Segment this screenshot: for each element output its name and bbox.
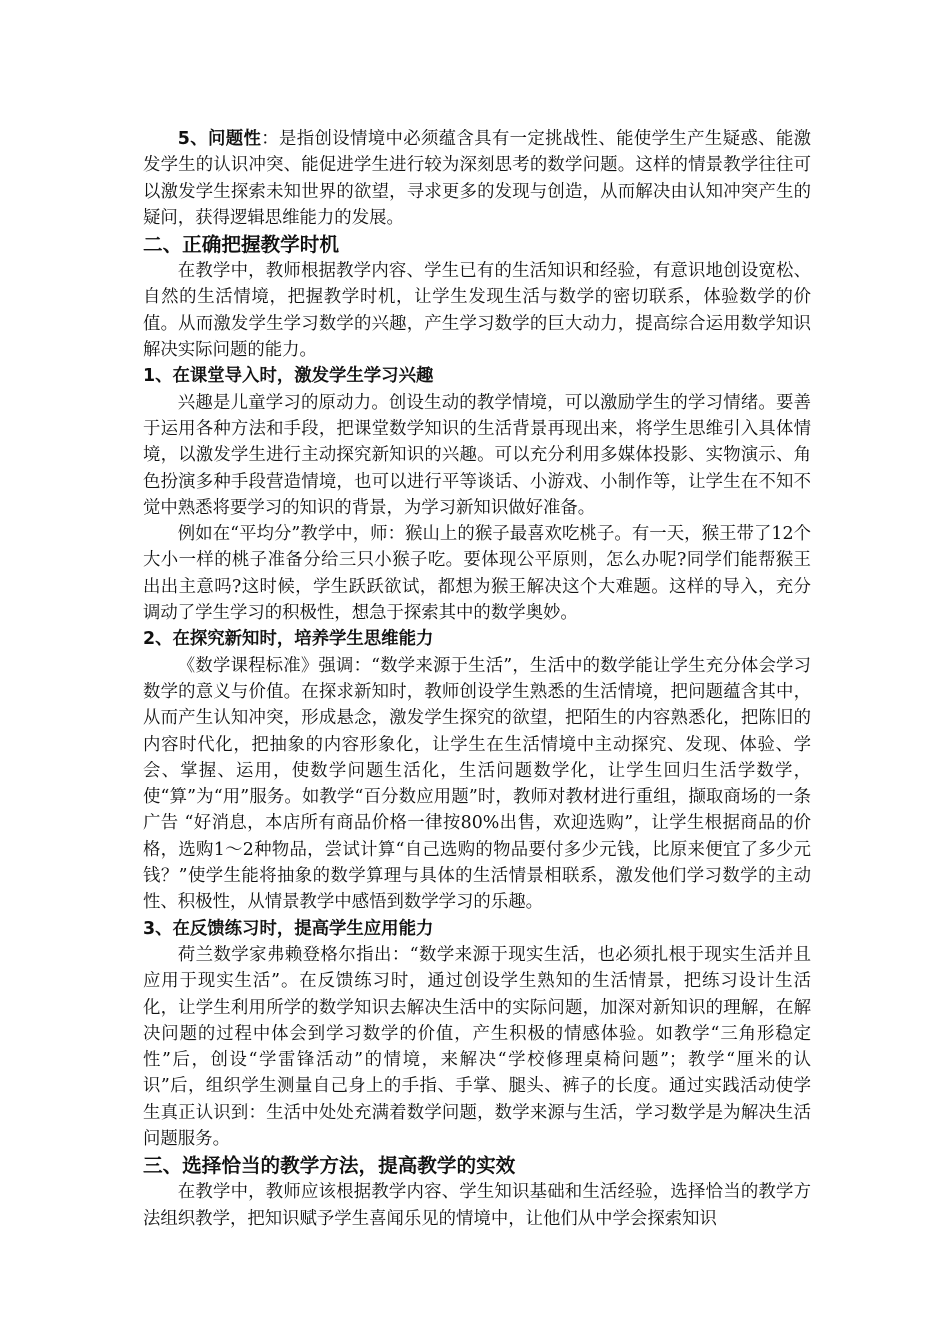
paragraph-text: ：是指创设情境中必须蕴含具有一定挑战性、能使学生产生疑惑、能激发学生的认识冲突、能促进学生进行较为深刻思考的数学问题。这样的情景教学往往可以激发学生探索未知世界的欲望，寻求更多的发现与创造，从而解决由认知冲突产生的疑问，获得逻辑思维能力的发展。 — [143, 129, 811, 228]
section-heading-3: 三、选择恰当的教学方法，提高教学的实效 — [143, 1154, 516, 1178]
section-heading-2: 二、正确把握教学时机 — [143, 233, 339, 257]
document-page — [143, 126, 811, 1232]
paragraph-curriculum-standard: 《数学课程标准》强调：“数学来源于生活”，生活中的数学能让学生充分体会学习数学的意义与价值。在探求新知时，教师创设学生熟悉的生活情境，把问题蕴含其中，从而产生认知冲突，形成悬念，激发学生探究的欲望，把陌生的内容熟悉化，把陈旧的内容时代化，把抽象的内容形象化，让学生在生活情境中主动探究、发现、体验、学会、掌握、运用，使数学问题生活化，生活问题数学化，让学生回归生活学数学，使“算”为“用”服务。如教学“百分数应用题”时，教师对教材进行重组，撷取商场的一条广告 “好消息，本店所有商品价格一律按80%出售，欢迎选购”，让学生根据商品的价格，选购1～2种物品，尝试计算“自己选购的物品要付多少元钱，比原来便宜了多少元钱？”使学生能将抽象的数学算理与具体的生活情景相联系，激发他们学习数学的主动性、积极性，从情景教学中感悟到数学学习的乐趣。 — [143, 655, 811, 913]
paragraph-teaching-method: 在教学中，教师应该根据教学内容、学生知识基础和生活经验，选择恰当的教学方法组织教学，把知识赋予学生喜闻乐见的情境中，让他们从中学会探索知识 — [143, 1182, 811, 1229]
paragraph-teaching-timing: 在教学中，教师根据教学内容、学生已有的生活知识和经验，有意识地创设宽松、自然的生活情境，把握教学时机，让学生发现生活与数学的密切联系，体验数学的价值。从而激发学生学习数学的兴趣，产生学习数学的巨大动力，提高综合运用数学知识解决实际问题的能力。 — [143, 261, 811, 361]
paragraph-lead-label: 5、问题性 — [177, 129, 262, 149]
subsection-heading-1: 1、在课堂导入时，激发学生学习兴趣 — [143, 366, 434, 387]
subsection-heading-2: 2、在探究新知时，培养学生思维能力 — [143, 629, 434, 650]
paragraph-interest: 兴趣是儿童学习的原动力。创设生动的教学情境，可以激励学生的学习情绪。要善于运用各种方法和手段，把课堂数学知识的生活背景再现出来，将学生思维引入具体情境，以激发学生进行主动探究新知识的兴趣。可以充分利用多媒体投影、实物演示、角色扮演多种手段营造情境，也可以进行平等谈话、小游戏、小制作等，让学生在不知不觉中熟悉将要学习的知识的背景，为学习新知识做好准备。 — [143, 392, 811, 518]
paragraph-feedback-practice: 荷兰数学家弗赖登格尔指出：“数学来源于现实生活，也必须扎根于现实生活并且应用于现实生活”。在反馈练习时，通过创设学生熟知的生活情景，把练习设计生活化，让学生利用所学的数学知识去解决生活中的实际问题，加深对新知识的理解，在解决问题的过程中体会到学习数学的价值，产生积极的情感体验。如教学“三角形稳定性”后，创设“学雷锋活动”的情境，来解决“学校修理桌椅问题”；教学“厘米的认识”后，组织学生测量自己身上的手指、手掌、腿头、裤子的长度。通过实践活动使学生真正认识到：生活中处处充满着数学问题，数学来源与生活，学习数学是为解决生活问题服务。 — [143, 944, 811, 1149]
paragraph-example-averaging: 例如在“平均分”教学中，师：猴山上的猴子最喜欢吃桃子。有一天，猴王带了12个大小一样的桃子准备分给三只小猴子吃。要体现公平原则，怎么办呢?同学们能帮猴王出出主意吗?这时候，学生跃跃欲试，都想为猴王解决这个大难题。这样的导入，充分调动了学生学习的积极性，想急于探索其中的数学奥妙。 — [143, 524, 811, 624]
paragraph-problem-nature — [143, 126, 811, 231]
subsection-heading-3: 3、在反馈练习时，提高学生应用能力 — [143, 918, 434, 939]
